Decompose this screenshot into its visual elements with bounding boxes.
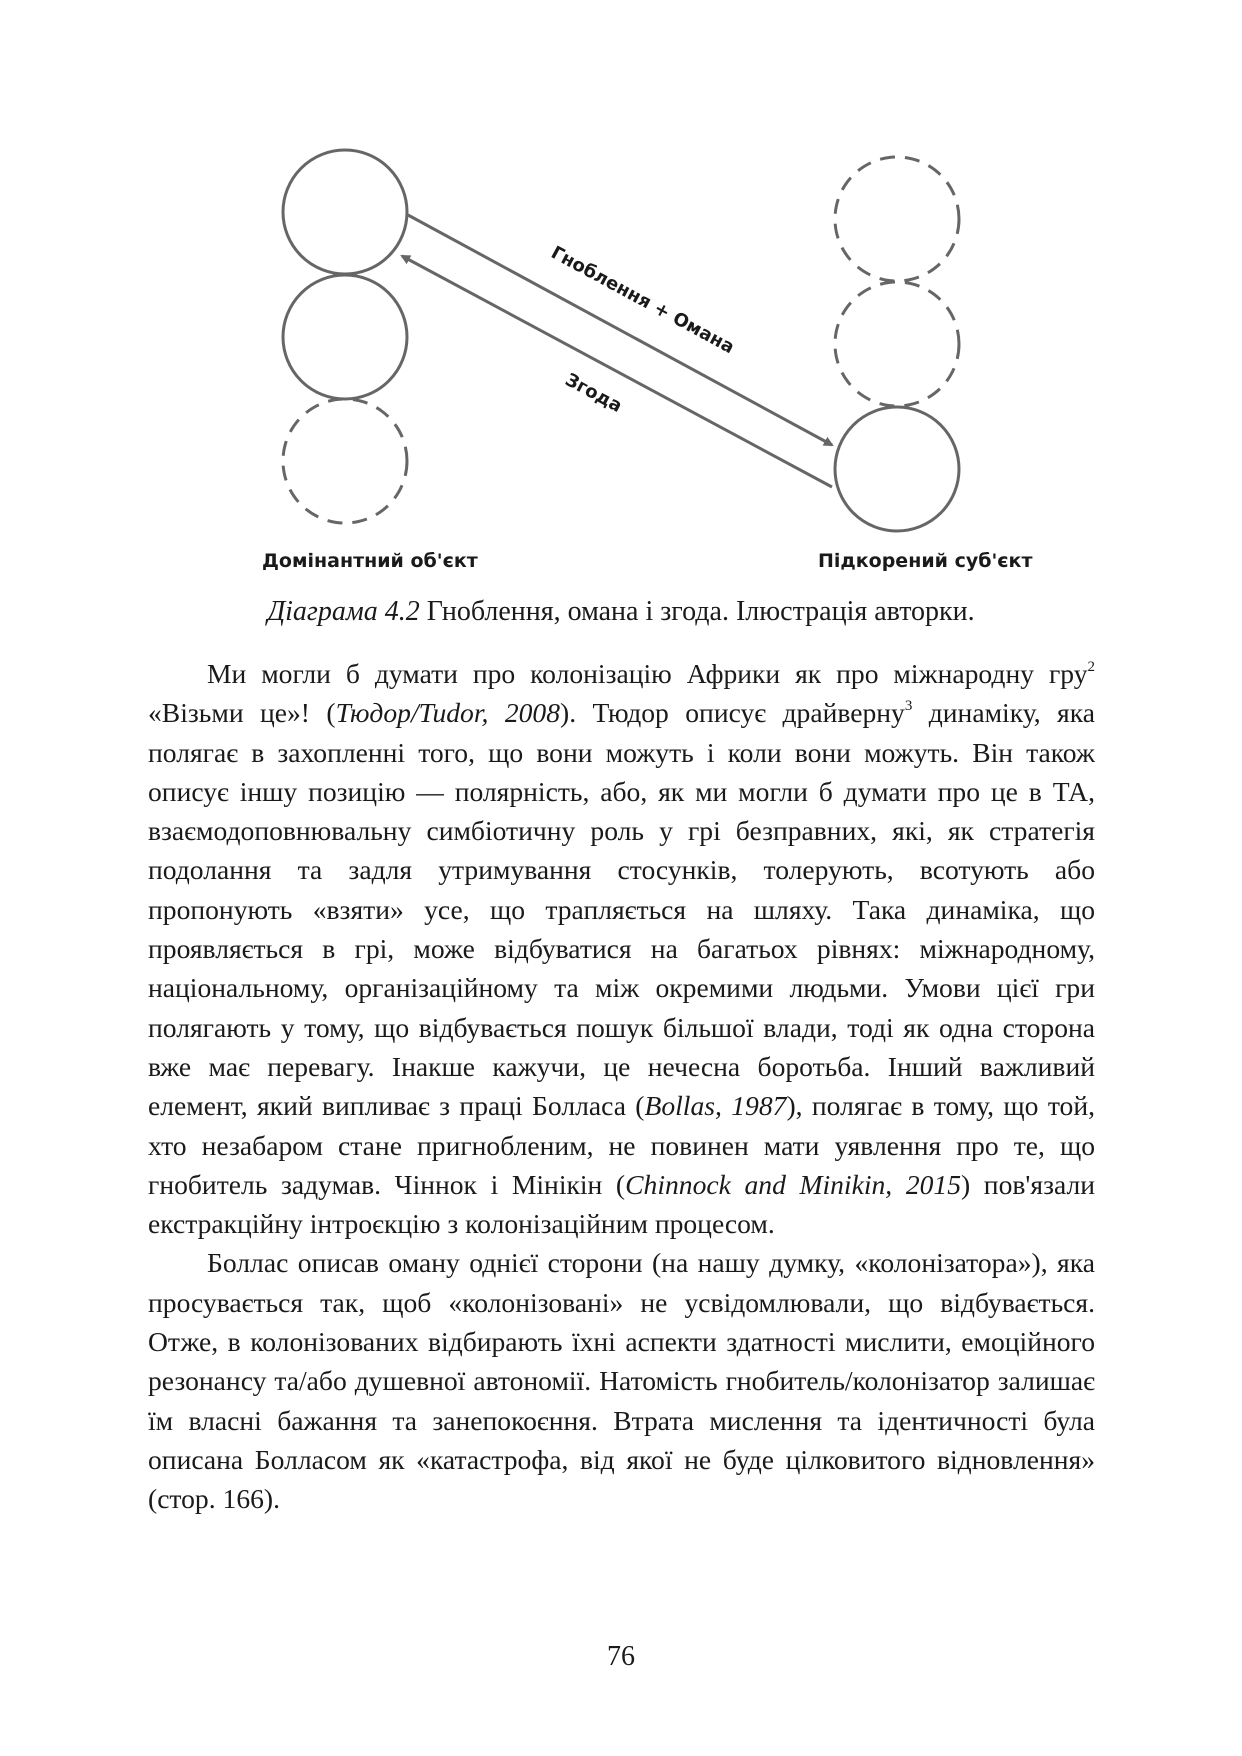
arrow-oppression-deception <box>408 215 832 445</box>
text-run: ), полягає в тому, що той, хто незабаром стане пригнобленим, не повинен мати уявлення про те, що гнобитель задумав. Чіннок і Мінікін ( <box>148 1090 1095 1200</box>
citation-bollas: Bollas, 1987 <box>644 1090 787 1122</box>
paragraph-1 <box>148 654 1095 1243</box>
text-run: ) пов'язали екстракційну інтроєкцію з колонізаційним процесом. <box>148 1168 1095 1240</box>
footnote-ref-2: 2 <box>1087 659 1095 675</box>
text-run: ). Тюдор описує драйверну <box>560 697 905 729</box>
right-label: Підкорений суб'єкт <box>818 550 1033 572</box>
arrow-bottom-label: Згода <box>561 369 626 417</box>
paragraph-2: Боллас описав оману однієї сторони (на нашу думку, «колонізатора»), яка просувається так, щоб «колонізовані» не усвідомлювали, що відбувається. Отже, в колонізованих відбирають їхні аспекти здатності мислити, емоційного резонансу та/або душевної автономії. Натомість гнобитель/колонізатор залишає їм власні бажання та занепокоєння. Втрата мислення та ідентичності була описана Болласом як «катастрофа, від якої не буде цілковитого відновлення» (стор. 166). <box>148 1247 1095 1515</box>
text-run: Ми могли б думати про колонізацію Африки як про міжнародну гру <box>207 658 1088 689</box>
text-run: «Візьми це»! ( <box>148 697 336 729</box>
body-text <box>148 654 1095 1519</box>
text-run: динаміку, яка полягає в захопленні того, що вони можуть і коли вони можуть. Він також описує іншу позицію — полярність, або, як ми могли б думати про це в ТА, взаємодоповнювальну симбіотичну роль у грі безправних, які, як стратегія подолання та задля утримування стосунків, толерують, всотують або пропонують «взяти» усе, що трапляється на шляху. Така динаміка, що проявляється в грі, може відбуватися на багатьох рівнях: міжнародному, національному, організаційному та між окремими людьми. Умови цієї гри полягають у тому, що відбувається пошук більшої влади, тоді як одна сторона вже має перевагу. Інакше кажучи, це нечесна боротьба. Інший важливий елемент, який випливає з праці Болласа ( <box>148 697 1095 1122</box>
caption-prefix: Діаграма 4.2 <box>267 596 420 627</box>
left-circle-top <box>283 150 407 274</box>
right-circle-bottom <box>835 407 959 531</box>
left-circle-dashed <box>283 399 407 523</box>
left-label: Домінантний об'єкт <box>262 550 478 572</box>
figure-diagram <box>0 0 1242 600</box>
right-circle-dashed-top <box>835 157 959 281</box>
page-number: 76 <box>607 1641 635 1672</box>
left-circle-middle <box>283 275 407 399</box>
diagram-svg <box>0 0 1242 600</box>
citation-chinnock-minikin: Chinnock and Minikin, 2015 <box>625 1168 962 1200</box>
figure-caption <box>0 596 1242 628</box>
arrow-top-label: Гноблення + Омана <box>547 242 738 359</box>
right-circle-dashed-middle <box>835 282 959 406</box>
footnote-ref-3: 3 <box>904 698 913 715</box>
citation-tudor: Тюдор/Tudor, 2008 <box>335 697 561 729</box>
caption-text: Гноблення, омана і згода. Ілюстрація авторки. <box>419 596 975 627</box>
